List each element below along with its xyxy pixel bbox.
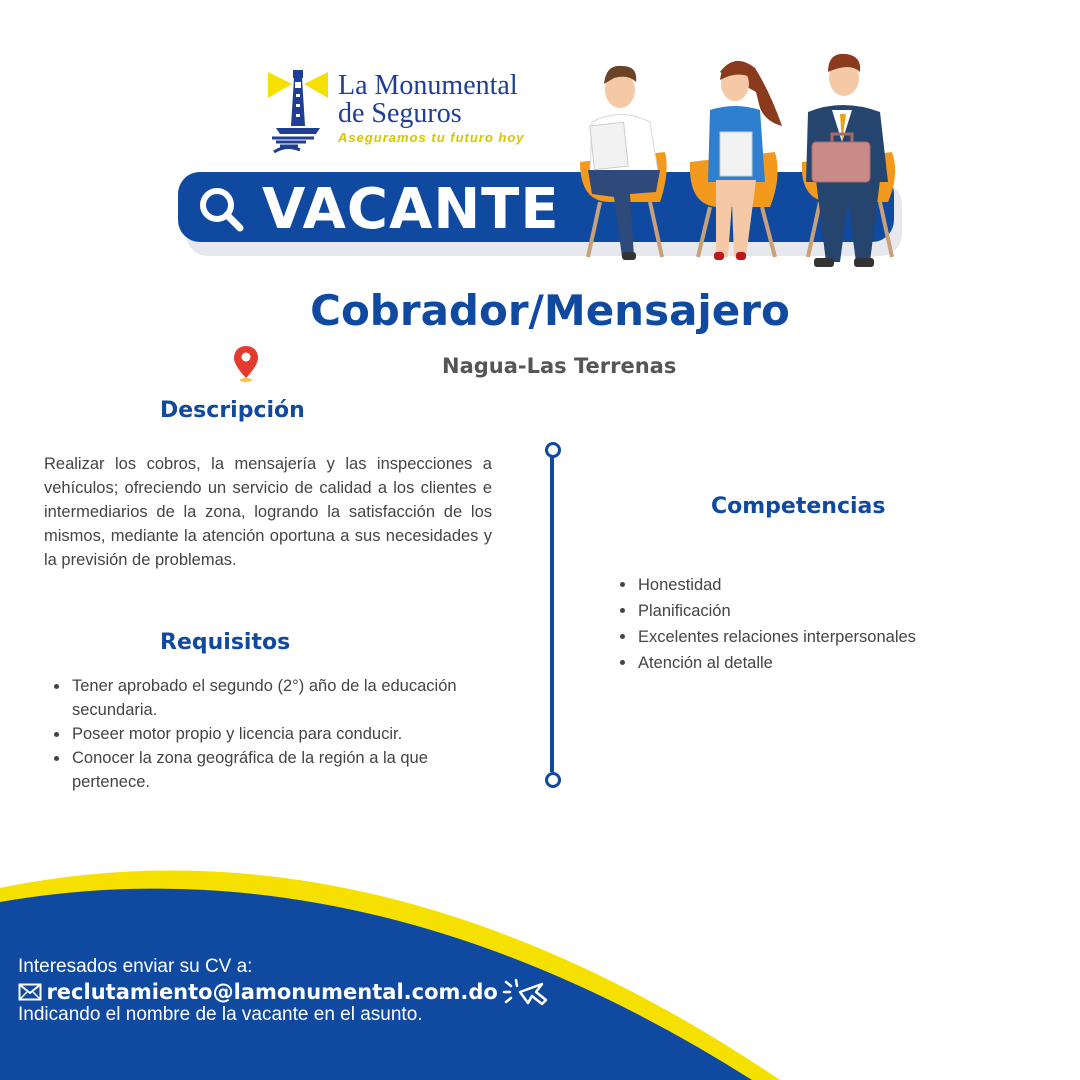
competencies-heading: Competencias (711, 494, 886, 519)
candidate-woman-center (690, 61, 782, 260)
job-title: Cobrador/Mensajero (310, 286, 790, 335)
lighthouse-icon (266, 64, 330, 154)
requirements-heading: Requisitos (160, 630, 291, 655)
mail-icon (18, 983, 42, 1001)
competency-item: Planificación (610, 598, 1030, 624)
divider-top-dot (545, 442, 561, 458)
logo-name-line2: de Seguros (338, 98, 462, 129)
requirement-item: Poseer motor propio y licencia para conducir. (44, 722, 504, 746)
footer-email-row (18, 978, 548, 1006)
description-text: Realizar los cobros, la mensajería y las inspecciones a vehículos; ofreciendo un servicio de calidad a los clientes e intermediarios de la zona, logrando la satisfacción de los mismos, mediante la atención oportuna a sus necesidades y la previsión de problemas. (44, 455, 492, 569)
requirement-item: Conocer la zona geográfica de la región a la que pertenece. (44, 746, 504, 794)
footer-apply-text: Interesados enviar su CV a: (18, 956, 253, 977)
candidates-illustration (570, 52, 910, 282)
location-pin-icon (232, 344, 260, 384)
competency-item: Excelentes relaciones interpersonales (610, 624, 1030, 650)
cursor-click-icon (502, 978, 548, 1006)
competencies-list (610, 572, 1030, 676)
search-icon (196, 184, 246, 234)
requirements-list (44, 674, 504, 794)
logo-tagline: Aseguramos tu futuro hoy (338, 130, 525, 145)
competency-item: Atención al detalle (610, 650, 1030, 676)
footer-subject-note: Indicando el nombre de la vacante en el asunto. (18, 1004, 423, 1025)
banner-title: VACANTE (262, 177, 560, 242)
recruitment-email-link[interactable]: reclutamiento@lamonumental.com.do (46, 980, 498, 1004)
company-logo (266, 64, 546, 156)
candidate-man-left (580, 66, 667, 260)
candidate-man-right (802, 54, 895, 267)
description-heading: Descripción (160, 398, 305, 423)
column-divider (550, 456, 554, 772)
competency-item: Honestidad (610, 572, 1030, 598)
requirement-item: Tener aprobado el segundo (2°) año de la educación secundaria. (44, 674, 504, 722)
job-location: Nagua-Las Terrenas (442, 354, 677, 378)
logo-name-line1: La Monumental (338, 70, 518, 101)
divider-bottom-dot (545, 772, 561, 788)
